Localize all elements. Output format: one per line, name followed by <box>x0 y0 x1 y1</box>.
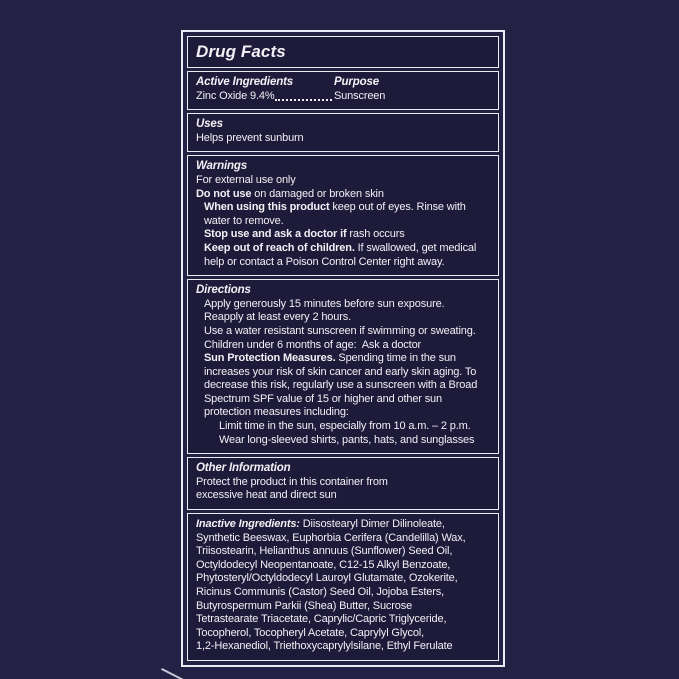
text-line: Inactive Ingredients: Diisostearyl Dimer Dilinoleate, <box>196 518 445 531</box>
active-ingredient-name: Zinc Oxide 9.4% <box>196 89 275 102</box>
inactive-ingredients-text <box>196 518 490 654</box>
section-title <box>187 36 499 68</box>
text-line: increases your risk of skin cancer and early skin aging. To <box>204 365 477 378</box>
active-ingredients-header-row <box>196 76 490 90</box>
text-line: protection measures including: <box>204 406 349 419</box>
dot-leader <box>275 99 332 101</box>
decorative-line <box>161 668 184 679</box>
text-line: excessive heat and direct sun <box>196 489 337 502</box>
text-line: Triisostearin, Helianthus annuus (Sunflower) Seed Oil, <box>196 545 453 558</box>
section-other-information <box>187 457 499 510</box>
drug-facts-label <box>181 30 505 667</box>
active-ingredient-purpose: Sunscreen <box>334 89 386 102</box>
text-line: Phytosteryl/Octyldodecyl Lauroyl Glutamate, Ozokerite, <box>196 572 458 585</box>
active-ingredient-row <box>196 90 490 104</box>
warnings-heading: Warnings <box>196 160 247 173</box>
text-line: decrease this risk, regularly use a sunscreen with a Broad <box>204 379 478 392</box>
text-line: Do not use on damaged or broken skin <box>196 187 384 200</box>
uses-heading: Uses <box>196 118 223 131</box>
section-warnings <box>187 155 499 276</box>
text-line: Ricinus Communis (Castor) Seed Oil, Jojoba Esters, <box>196 586 445 598</box>
text-line: 1,2-Hexanediol, Triethoxycaprylylsilane, Ethyl Ferulate <box>196 640 453 653</box>
text-line: Tocopherol, Tocopheryl Acetate, Caprylyl Glycol, <box>196 626 424 639</box>
section-active-ingredients <box>187 71 499 110</box>
directions-heading: Directions <box>196 284 251 297</box>
text-line: Tetrastearate Triacetate, Caprylic/Capric Triglyceride, <box>196 613 447 626</box>
text-line: Limit time in the sun, especially from 10 a.m. – 2 p.m. <box>219 420 471 433</box>
text-line: Sun Protection Measures. Spending time in the sun <box>204 352 456 365</box>
section-directions <box>187 279 499 454</box>
purpose-heading: Purpose <box>334 76 379 88</box>
active-ingredient-cell <box>196 90 334 104</box>
text-line: Synthetic Beeswax, Euphorbia Cerifera (Candelilla) Wax, <box>196 531 466 544</box>
other-information-heading: Other Information <box>196 462 291 475</box>
section-inactive-ingredients <box>187 513 499 661</box>
drug-facts-title: Drug Facts <box>196 42 286 61</box>
other-information-text <box>196 476 490 503</box>
directions-text <box>196 298 490 448</box>
text-line: Protect the product in this container from <box>196 475 388 488</box>
text-line: Apply generously 15 minutes before sun exposure. <box>204 297 445 310</box>
text-line: Octyldodecyl Neopentanoate, C12-15 Alkyl Benzoate, <box>196 558 451 571</box>
text-line: help or contact a Poison Control Center right away. <box>204 255 445 268</box>
text-line: Children under 6 months of age: Ask a doctor <box>204 338 422 351</box>
text-line: Keep out of reach of children. If swallowed, get medical <box>204 241 477 254</box>
text-line: Reapply at least every 2 hours. <box>204 311 351 324</box>
section-uses <box>187 113 499 152</box>
active-ingredients-heading: Active Ingredients <box>196 76 293 88</box>
text-line: For external use only <box>196 173 296 186</box>
text-line: Stop use and ask a doctor if rash occurs <box>204 228 405 241</box>
text-line: water to remove. <box>204 214 284 227</box>
text-line: Spectrum SPF value of 15 or higher and other sun <box>204 392 442 405</box>
text-line: Butyrospermum Parkii (Shea) Butter, Sucrose <box>196 599 413 612</box>
text-line: When using this product keep out of eyes. Rinse with <box>204 201 466 214</box>
text-line: Helps prevent sunburn <box>196 131 304 144</box>
text-line: Wear long-sleeved shirts, pants, hats, and sunglasses <box>219 433 475 446</box>
warnings-text <box>196 174 490 269</box>
text-line: Use a water resistant sunscreen if swimming or sweating. <box>204 324 476 337</box>
uses-text <box>196 132 490 146</box>
